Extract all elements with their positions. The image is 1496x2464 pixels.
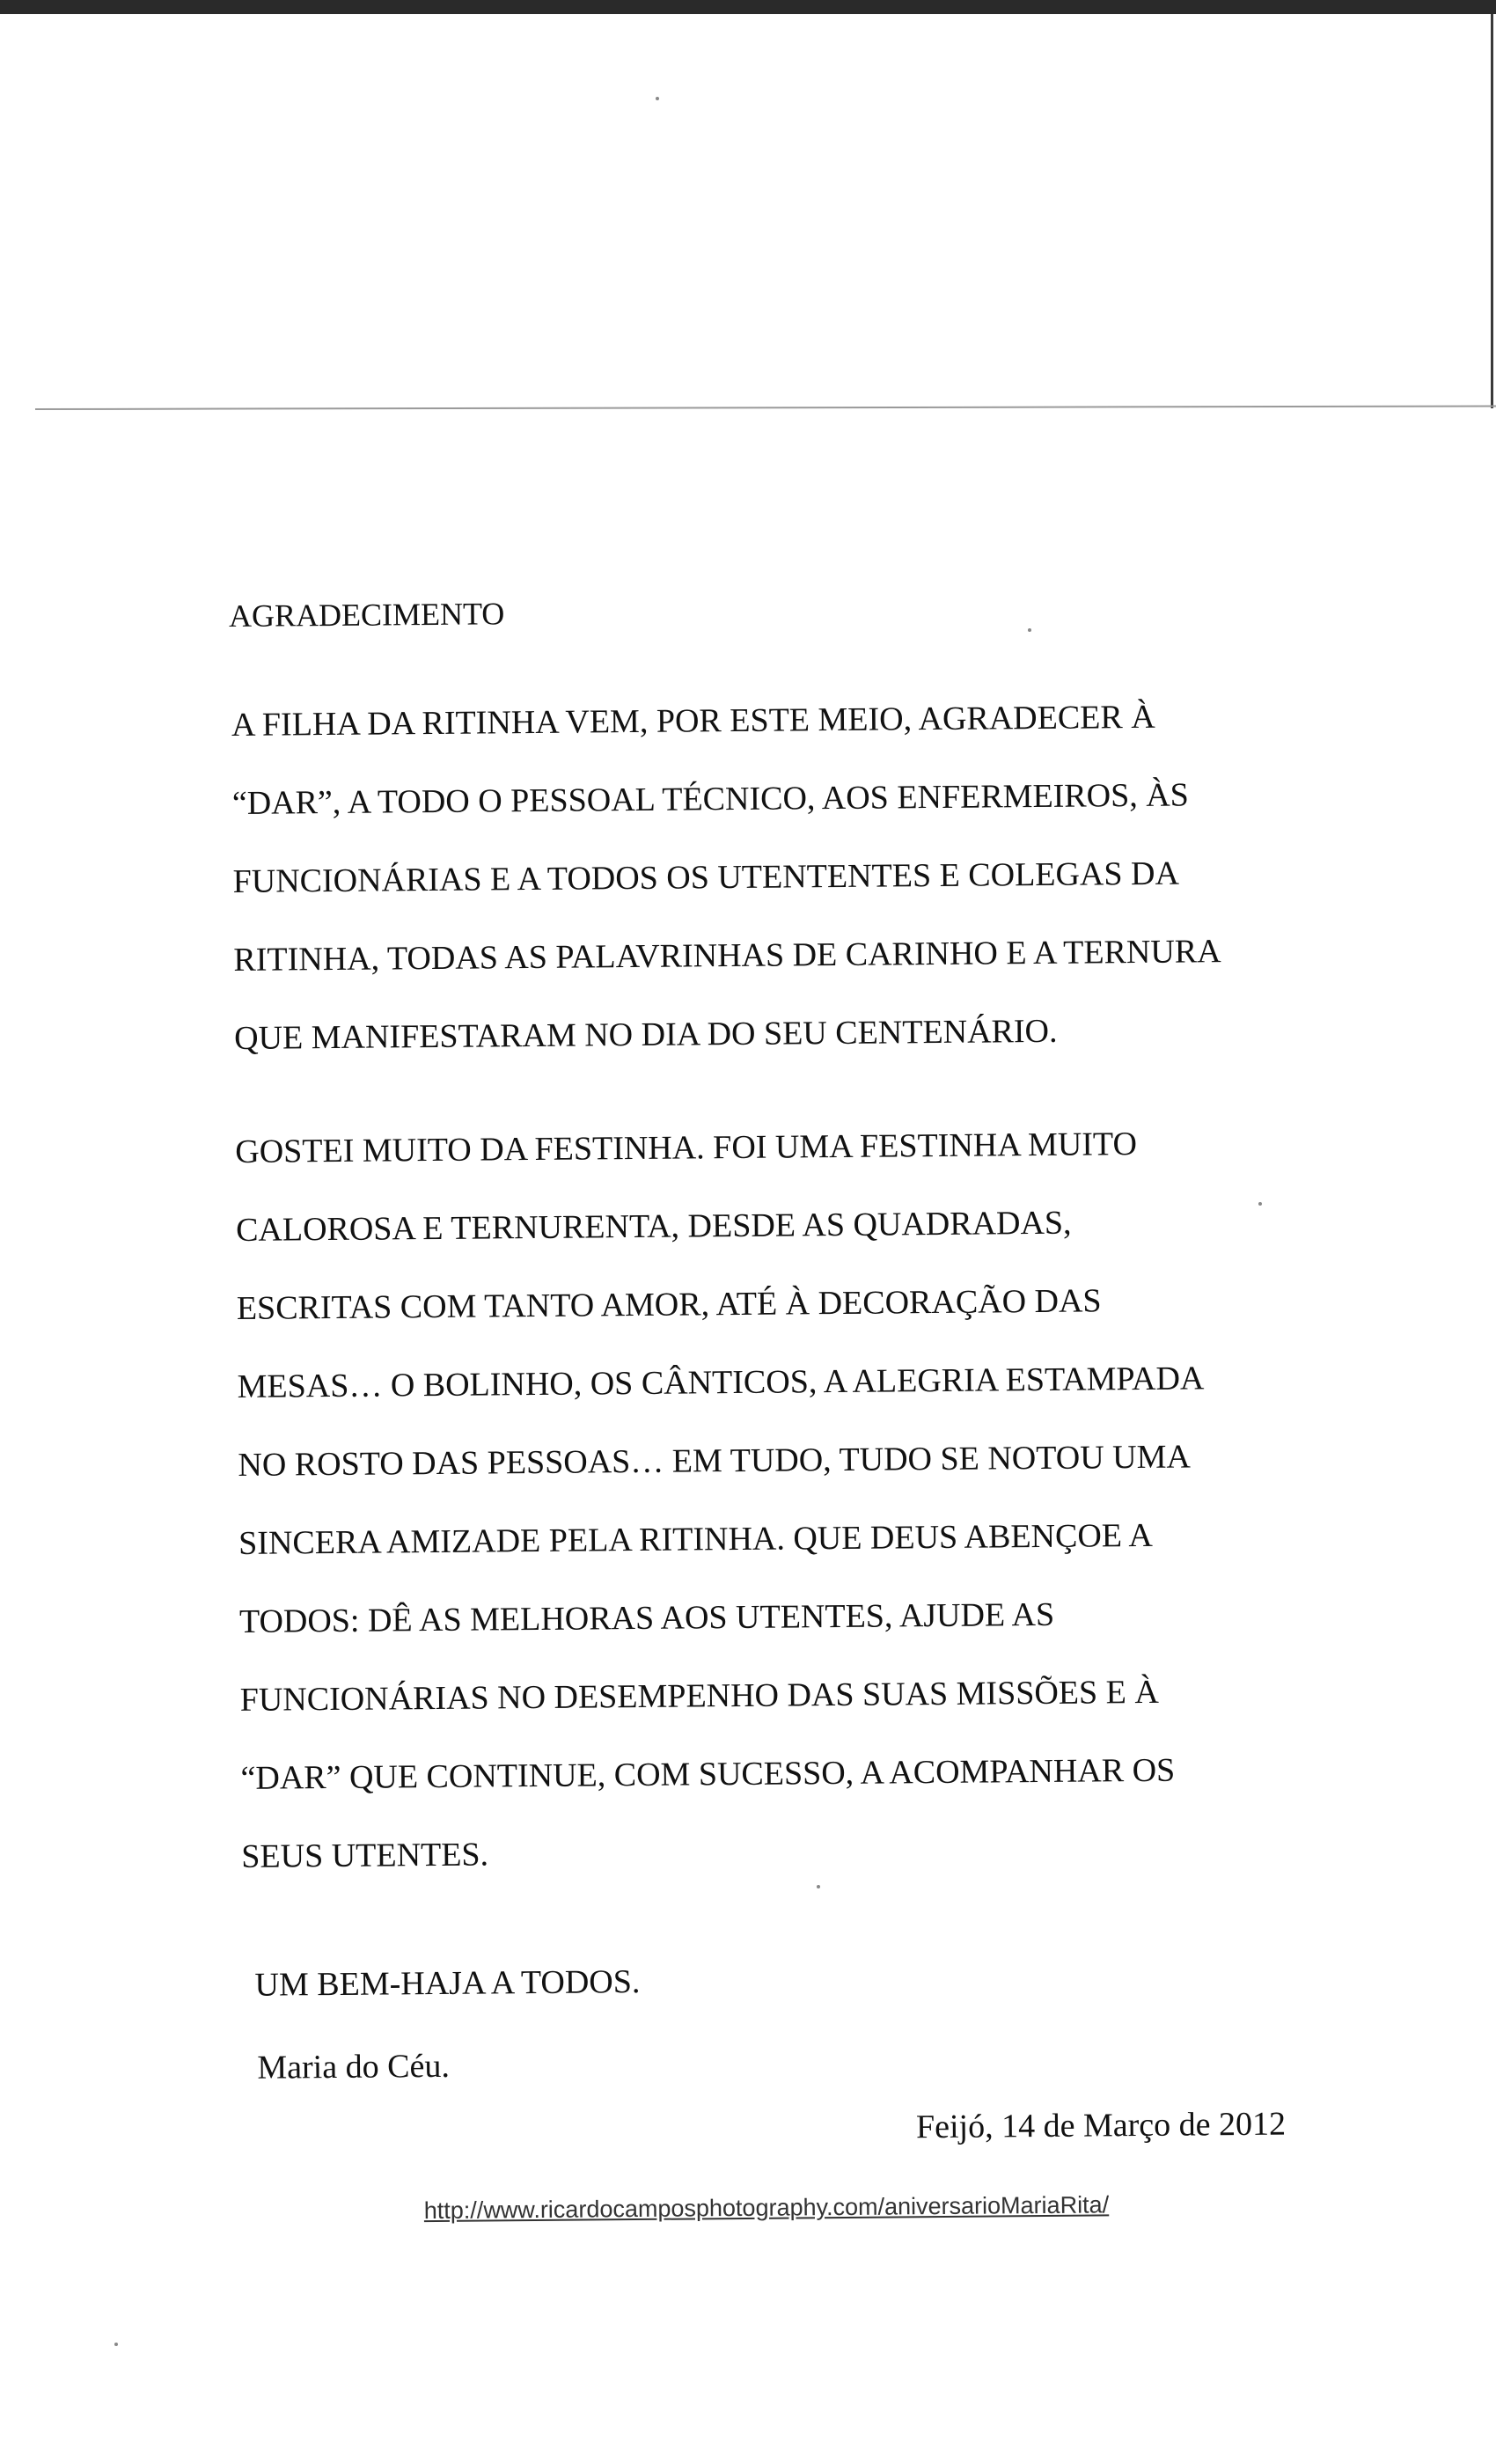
signature-name: Maria do Céu. [257,2047,451,2086]
text-line: TODOS: DÊ AS MELHORAS AOS UTENTES, AJUDE AS [238,1595,1055,1640]
text-line: ESCRITAS COM TANTO AMOR, ATÉ À DECORAÇÃO DAS [236,1282,1102,1327]
text-line: A FILHA DA RITINHA VEM, POR ESTE MEIO, AGRADECER À [231,698,1155,744]
closing-line: UM BEM-HAJA A TODOS. [254,1962,641,2004]
text-line: FUNCIONÁRIAS NO DESEMPENHO DAS SUAS MISSÕES E À [239,1673,1159,1719]
letter-heading: AGRADECIMENTO [228,596,505,634]
text-line: “DAR” QUE CONTINUE, COM SUCESSO, A ACOMPANHAR OS [240,1751,1176,1797]
text-line: QUE MANIFESTARAM NO DIA DO SEU CENTENÁRIO. [234,1012,1058,1057]
text-line: GOSTEI MUITO DA FESTINHA. FOI UMA FESTINHA MUITO [235,1126,1138,1170]
text-line: RITINHA, TODAS AS PALAVRINHAS DE CARINHO E A TERNURA [233,933,1221,979]
text-line: SEUS UTENTES. [241,1836,489,1875]
paragraph-thanks [231,677,1309,1078]
photography-url-link[interactable]: http://www.ricardocamposphotography.com/aniversarioMariaRita/ [423,2191,1110,2225]
text-line: CALOROSA E TERNURENTA, DESDE AS QUADRADAS, [235,1204,1072,1249]
text-line: NO ROSTO DAS PESSOAS… EM TUDO, TUDO SE NOTOU UMA [238,1438,1192,1484]
text-line: MESAS… O BOLINHO, OS CÂNTICOS, A ALEGRIA ESTAMPADA [237,1360,1205,1405]
text-line: “DAR”, A TODO O PESSOAL TÉCNICO, AOS ENFERMEIROS, ÀS [231,776,1190,822]
text-line: SINCERA AMIZADE PELA RITINHA. QUE DEUS ABENÇOE A [238,1516,1154,1562]
text-line: FUNCIONÁRIAS E A TODOS OS UTENTENTES E COLEGAS DA [232,854,1180,900]
paragraph-party [235,1104,1316,1896]
place-and-date: Feijó, 14 de Março de 2012 [915,2105,1287,2146]
